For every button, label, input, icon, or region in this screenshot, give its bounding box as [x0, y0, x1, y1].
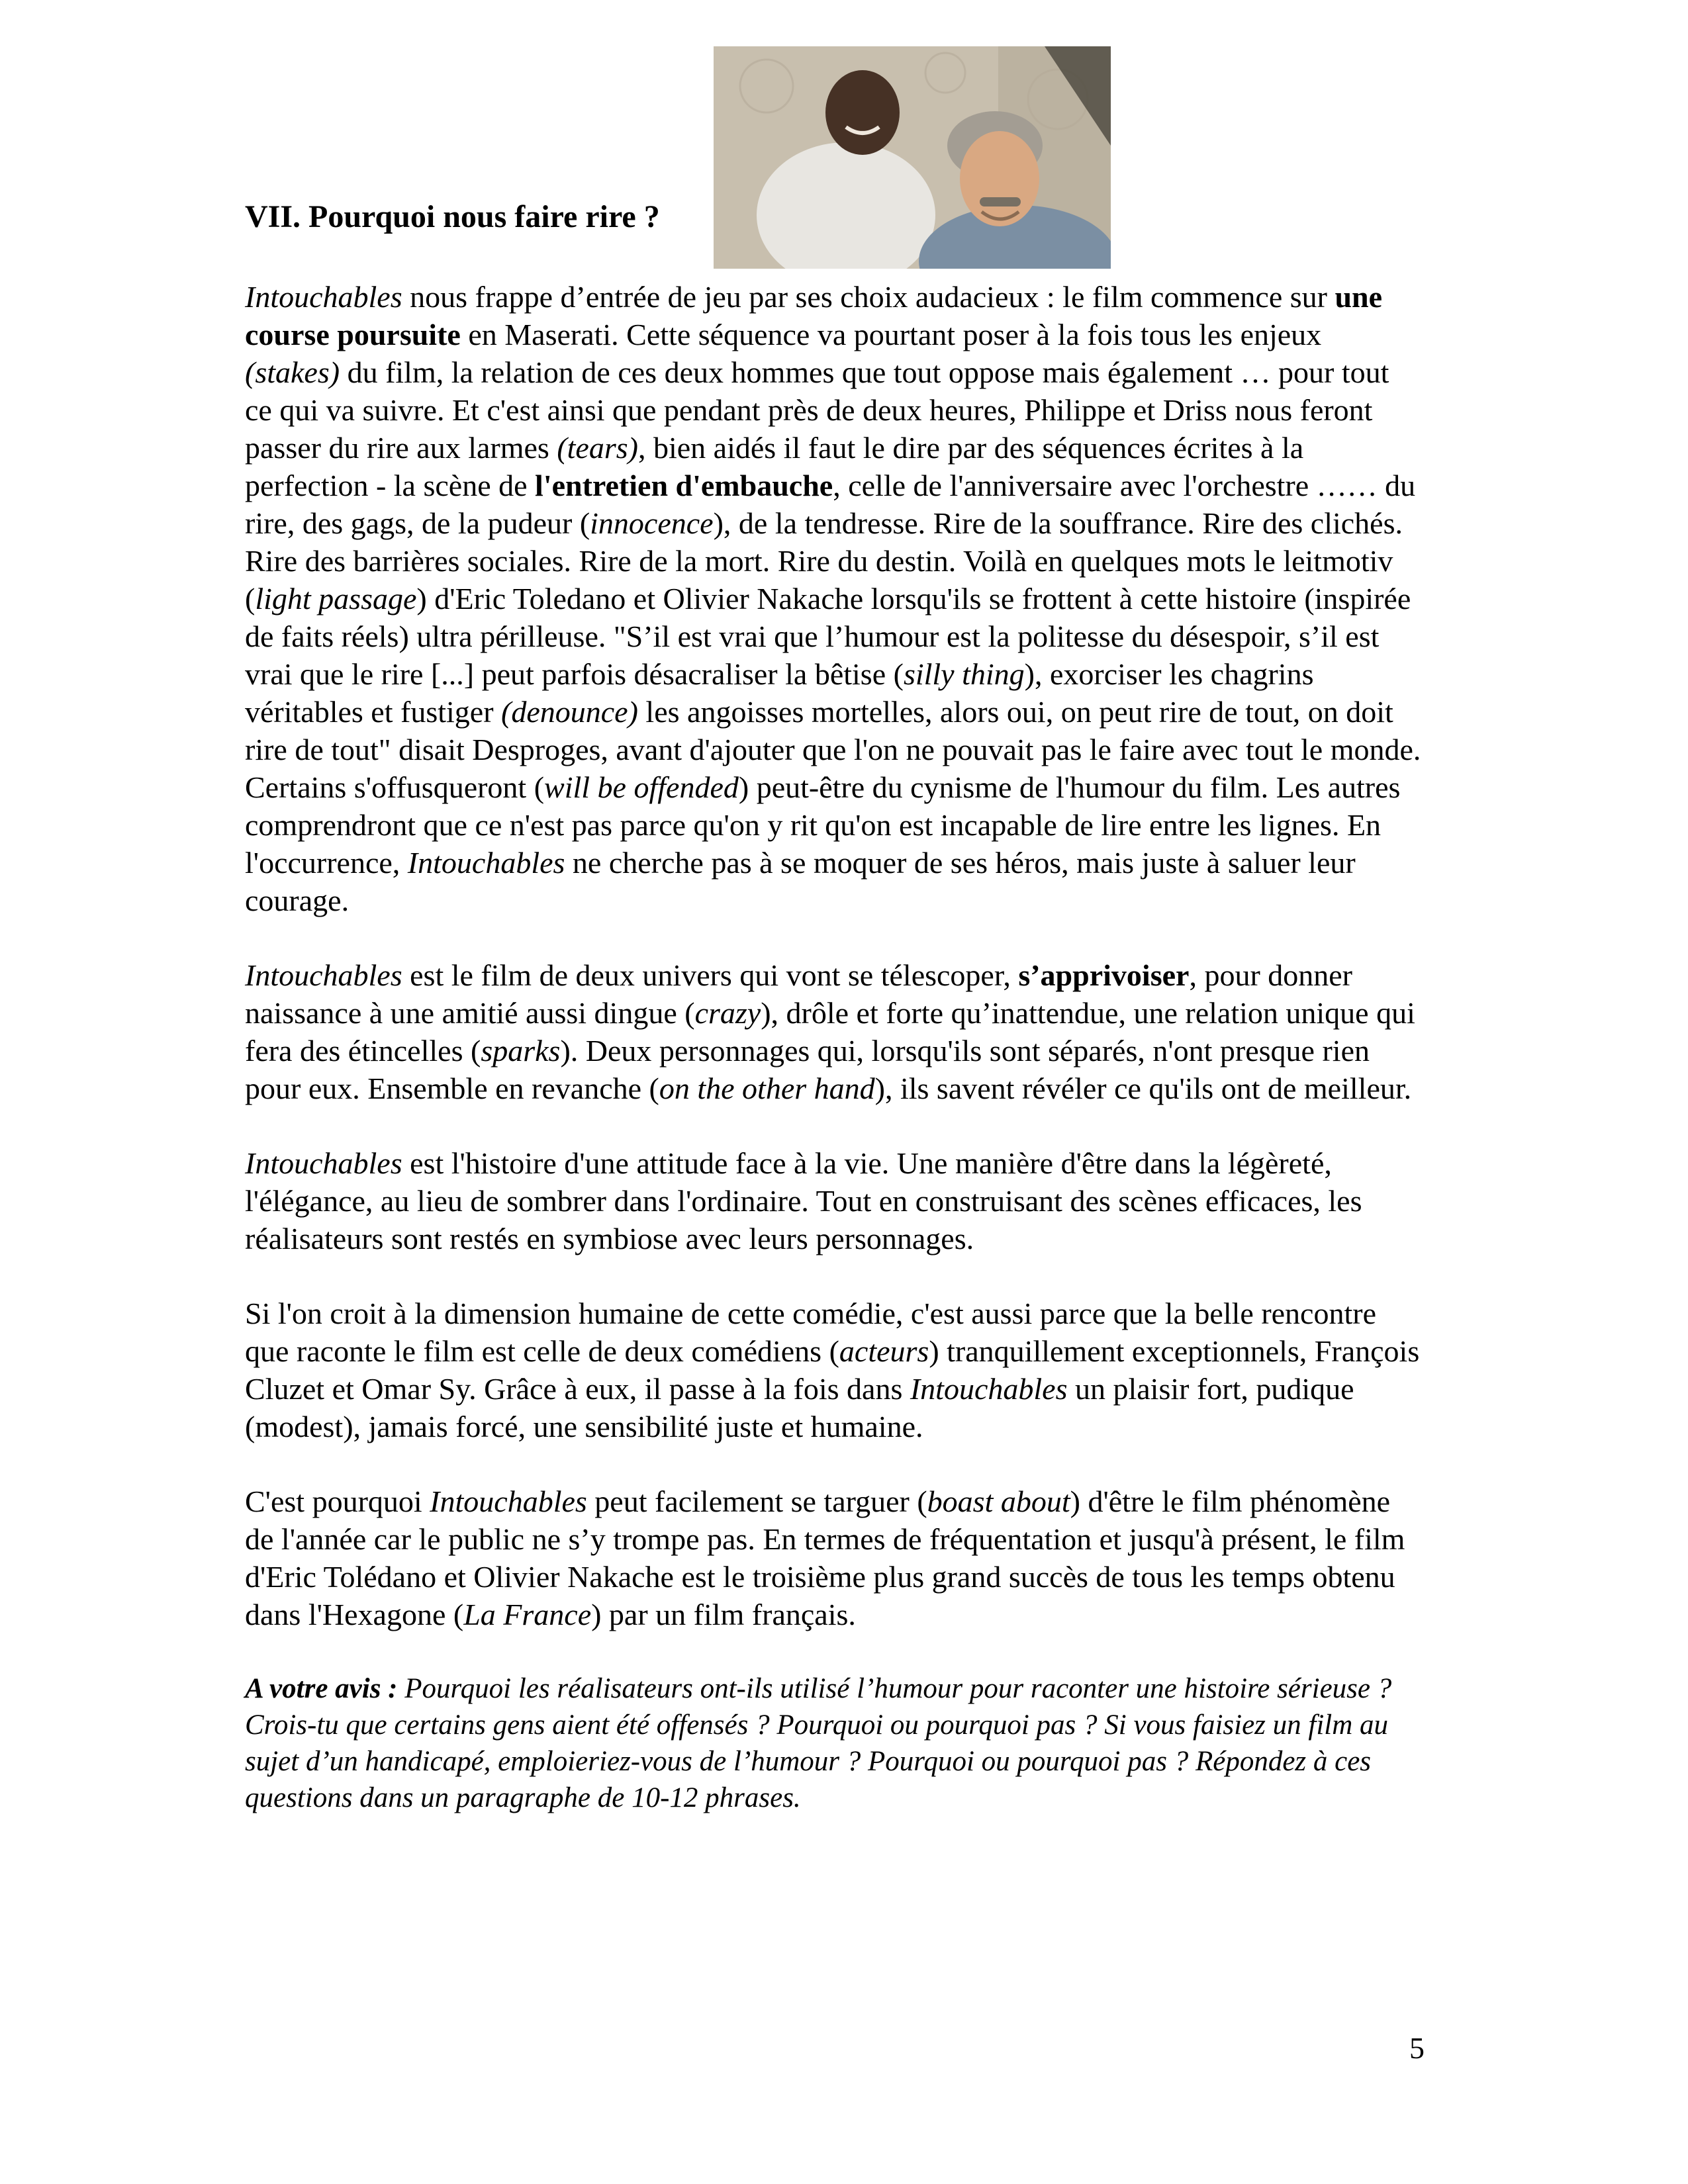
- document-content: [245, 0, 1422, 1816]
- paragraph-intro: Intouchables nous frappe d’entrée de jeu par ses choix audacieux : le film commence sur une course poursuite en Maserati. Cette séquence va pourtant poser à la fois tous les enjeux (stakes) du film, la relation de ces deux hommes que tout oppose mais également … pour tout ce qui va suivre. Et c'est ainsi que pendant près de deux heures, Philippe et Driss nous feront passer du rire aux larmes (tears), bien aidés il faut le dire par des séquences écrites à la perfection - la scène de l'entretien d'embauche, celle de l'anniversaire avec l'orchestre …… du rire, des gags, de la pudeur (innocence), de la tendresse. Rire de la souffrance. Rire des clichés. Rire des barrières sociales. Rire de la mort. Rire du destin. Voilà en quelques mots le leitmotiv (light passage) d'Eric Toledano et Olivier Nakache lorsqu'ils se frottent à cette histoire (inspirée de faits réels) ultra périlleuse. "S’il est vrai que l’humour est la politesse du désespoir, s’il est vrai que le rire [...] peut parfois désacraliser la bêtise (silly thing), exorciser les chagrins véritables et fustiger (denounce) les angoisses mortelles, alors oui, on peut rire de tout, on doit rire de tout" disait Desproges, avant d'ajouter que l'on ne pouvait pas le faire avec tout le monde. Certains s'offusqueront (will be offended) peut-être du cynisme de l'humour du film. Les autres comprendront que ce n'est pas parce qu'on y rit qu'on est incapable de lire entre les lignes. En l'occurrence, Intouchables ne cherche pas à se moquer de ses héros, mais juste à saluer leur courage.: [245, 280, 1421, 917]
- paragraph-phenomene: C'est pourquoi Intouchables peut facilement se targuer (boast about) d'être le film phénomène de l'année car le public ne s’y trompe pas. En termes de fréquentation et jusqu'à présent, le film d'Eric Tolédano et Olivier Nakache est le troisième plus grand succès de tous les temps obtenu dans l'Hexagone (La France) par un film français.: [245, 1484, 1405, 1631]
- paragraph-two-univers: Intouchables est le film de deux univers qui vont se télescoper, s’apprivoiser, pour donner naissance à une amitié aussi dingue (crazy), drôle et forte qu’inattendue, une relation unique qui fera des étincelles (sparks). Deux personnages qui, lorsqu'ils sont séparés, n'ont presque rien pour eux. Ensemble en revanche (on the other hand), ils savent révéler ce qu'ils ont de meilleur.: [245, 958, 1415, 1105]
- page-number: 5: [1409, 2031, 1425, 2065]
- paragraph-comediens: Si l'on croit à la dimension humaine de cette comédie, c'est aussi parce que la belle rencontre que raconte le film est celle de deux comédiens (acteurs) tranquillement exceptionnels, François Cluzet et Omar Sy. Grâce à eux, il passe à la fois dans Intouchables un plaisir fort, pudique (modest), jamais forcé, une sensibilité juste et humaine.: [245, 1297, 1420, 1443]
- section-heading: VII. Pourquoi nous faire rire ?: [245, 199, 660, 234]
- assignment-prompt: A votre avis : Pourquoi les réalisateurs ont-ils utilisé l’humour pour raconter une histoire sérieuse ? Crois-tu que certains gens aient été offensés ? Pourquoi ou pourquoi pas ? Si vous faisiez un film au sujet d’un handicapé, emploieriez-vous de l’humour ? Pourquoi ou pourquoi pas ? Répondez à ces questions dans un paragraphe de 10-12 phrases.: [245, 1673, 1392, 1813]
- paragraph-attitude: Intouchables est l'histoire d'une attitude face à la vie. Une manière d'être dans la légèreté, l'élégance, au lieu de sombrer dans l'ordinaire. Tout en construisant des scènes efficaces, les réalisateurs sont restés en symbiose avec leurs personnages.: [245, 1146, 1362, 1255]
